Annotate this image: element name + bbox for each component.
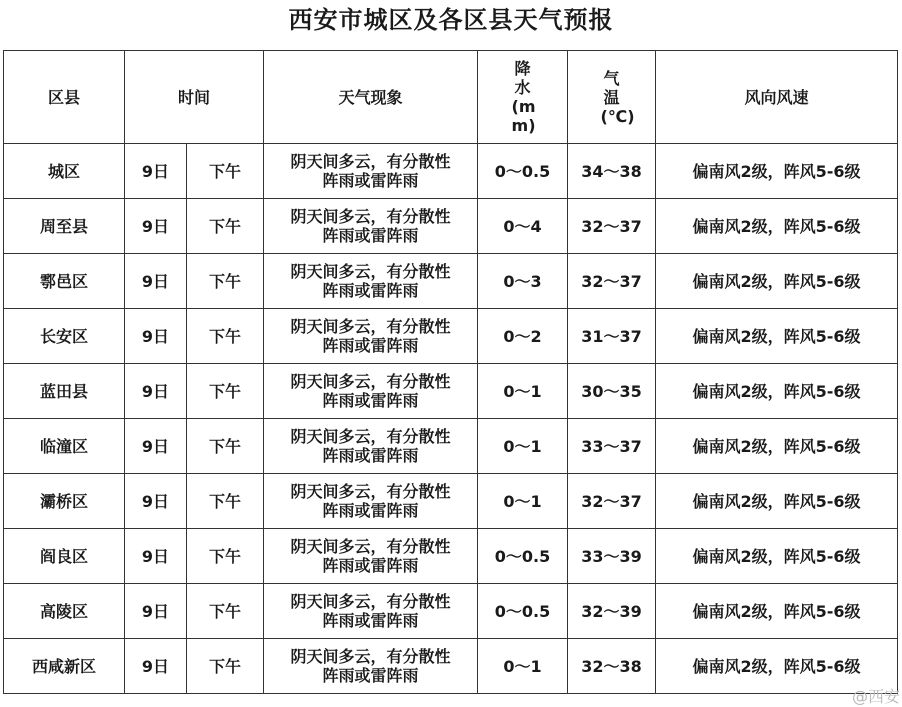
header-precip xyxy=(478,51,568,144)
cell-weather xyxy=(264,199,478,254)
cell-temp: 32～37 xyxy=(568,199,656,254)
cell-day: 9日 xyxy=(125,529,187,584)
weather-text: 阴天间多云，有分散性阵雨或雷阵雨 xyxy=(290,647,451,685)
watermark: @西安 xyxy=(851,687,900,706)
cell-district: 鄠邑区 xyxy=(4,254,125,309)
cell-weather xyxy=(264,474,478,529)
cell-district: 城区 xyxy=(4,144,125,199)
header-wind: 风向风速 xyxy=(656,51,898,144)
cell-wind: 偏南风2级，阵风5-6级 xyxy=(656,309,898,364)
table-row xyxy=(4,254,898,309)
cell-temp: 31～37 xyxy=(568,309,656,364)
cell-precip: 0～1 xyxy=(478,474,568,529)
cell-day: 9日 xyxy=(125,254,187,309)
cell-temp: 30～35 xyxy=(568,364,656,419)
cell-temp: 33～37 xyxy=(568,419,656,474)
cell-period: 下午 xyxy=(187,309,264,364)
table-row xyxy=(4,199,898,254)
cell-day: 9日 xyxy=(125,199,187,254)
cell-day: 9日 xyxy=(125,474,187,529)
cell-wind: 偏南风2级，阵风5-6级 xyxy=(656,199,898,254)
weather-text: 阴天间多云，有分散性阵雨或雷阵雨 xyxy=(290,482,451,520)
cell-precip: 0～1 xyxy=(478,364,568,419)
cell-district: 周至县 xyxy=(4,199,125,254)
cell-day: 9日 xyxy=(125,309,187,364)
weather-text: 阴天间多云，有分散性阵雨或雷阵雨 xyxy=(290,427,451,465)
weather-text: 阴天间多云，有分散性阵雨或雷阵雨 xyxy=(290,152,451,190)
cell-weather xyxy=(264,254,478,309)
cell-district: 阎良区 xyxy=(4,529,125,584)
cell-wind: 偏南风2级，阵风5-6级 xyxy=(656,144,898,199)
weather-text: 阴天间多云，有分散性阵雨或雷阵雨 xyxy=(290,592,451,630)
cell-period: 下午 xyxy=(187,419,264,474)
cell-temp: 32～39 xyxy=(568,584,656,639)
cell-temp: 34～38 xyxy=(568,144,656,199)
cell-temp: 33～39 xyxy=(568,529,656,584)
cell-period: 下午 xyxy=(187,254,264,309)
cell-weather xyxy=(264,309,478,364)
cell-wind: 偏南风2级，阵风5-6级 xyxy=(656,419,898,474)
weather-text: 阴天间多云，有分散性阵雨或雷阵雨 xyxy=(290,207,451,245)
page-title: 西安市城区及各区县天气预报 xyxy=(288,6,614,34)
cell-district: 西咸新区 xyxy=(4,639,125,694)
table-row xyxy=(4,639,898,694)
header-temp xyxy=(568,51,656,144)
cell-weather xyxy=(264,529,478,584)
cell-period: 下午 xyxy=(187,144,264,199)
cell-wind: 偏南风2级，阵风5-6级 xyxy=(656,584,898,639)
cell-precip: 0～0.5 xyxy=(478,144,568,199)
table-row xyxy=(4,419,898,474)
cell-precip: 0～1 xyxy=(478,419,568,474)
table-row xyxy=(4,144,898,199)
cell-district: 高陵区 xyxy=(4,584,125,639)
cell-wind: 偏南风2级，阵风5-6级 xyxy=(656,639,898,694)
weather-text: 阴天间多云，有分散性阵雨或雷阵雨 xyxy=(290,317,451,355)
cell-weather xyxy=(264,584,478,639)
weather-text: 阴天间多云，有分散性阵雨或雷阵雨 xyxy=(290,537,451,575)
table-row xyxy=(4,474,898,529)
cell-precip: 0～0.5 xyxy=(478,584,568,639)
forecast-table xyxy=(3,50,898,694)
header-district: 区县 xyxy=(4,51,125,144)
cell-precip: 0～0.5 xyxy=(478,529,568,584)
weather-text: 阴天间多云，有分散性阵雨或雷阵雨 xyxy=(290,372,451,410)
table-row xyxy=(4,584,898,639)
cell-weather xyxy=(264,419,478,474)
cell-precip: 0～2 xyxy=(478,309,568,364)
cell-day: 9日 xyxy=(125,144,187,199)
cell-weather xyxy=(264,144,478,199)
cell-period: 下午 xyxy=(187,529,264,584)
cell-wind: 偏南风2级，阵风5-6级 xyxy=(656,364,898,419)
cell-precip: 0～3 xyxy=(478,254,568,309)
table-header-row xyxy=(4,51,898,144)
cell-period: 下午 xyxy=(187,199,264,254)
cell-day: 9日 xyxy=(125,419,187,474)
cell-period: 下午 xyxy=(187,584,264,639)
cell-temp: 32～37 xyxy=(568,254,656,309)
table-row xyxy=(4,364,898,419)
weather-text: 阴天间多云，有分散性阵雨或雷阵雨 xyxy=(290,262,451,300)
cell-wind: 偏南风2级，阵风5-6级 xyxy=(656,474,898,529)
header-temp-label: 气温(℃) xyxy=(600,68,635,126)
header-precip-label: 降水(mm) xyxy=(511,59,536,135)
cell-temp: 32～38 xyxy=(568,639,656,694)
cell-day: 9日 xyxy=(125,639,187,694)
table-row xyxy=(4,529,898,584)
table-body xyxy=(4,144,898,694)
cell-weather xyxy=(264,364,478,419)
cell-district: 长安区 xyxy=(4,309,125,364)
header-time: 时间 xyxy=(125,51,264,144)
cell-period: 下午 xyxy=(187,474,264,529)
cell-precip: 0～1 xyxy=(478,639,568,694)
cell-wind: 偏南风2级，阵风5-6级 xyxy=(656,529,898,584)
cell-district: 蓝田县 xyxy=(4,364,125,419)
cell-precip: 0～4 xyxy=(478,199,568,254)
cell-day: 9日 xyxy=(125,364,187,419)
table-row xyxy=(4,309,898,364)
cell-district: 临潼区 xyxy=(4,419,125,474)
cell-temp: 32～37 xyxy=(568,474,656,529)
cell-district: 灞桥区 xyxy=(4,474,125,529)
cell-period: 下午 xyxy=(187,364,264,419)
cell-period: 下午 xyxy=(187,639,264,694)
cell-weather xyxy=(264,639,478,694)
header-weather: 天气现象 xyxy=(264,51,478,144)
cell-day: 9日 xyxy=(125,584,187,639)
cell-wind: 偏南风2级，阵风5-6级 xyxy=(656,254,898,309)
